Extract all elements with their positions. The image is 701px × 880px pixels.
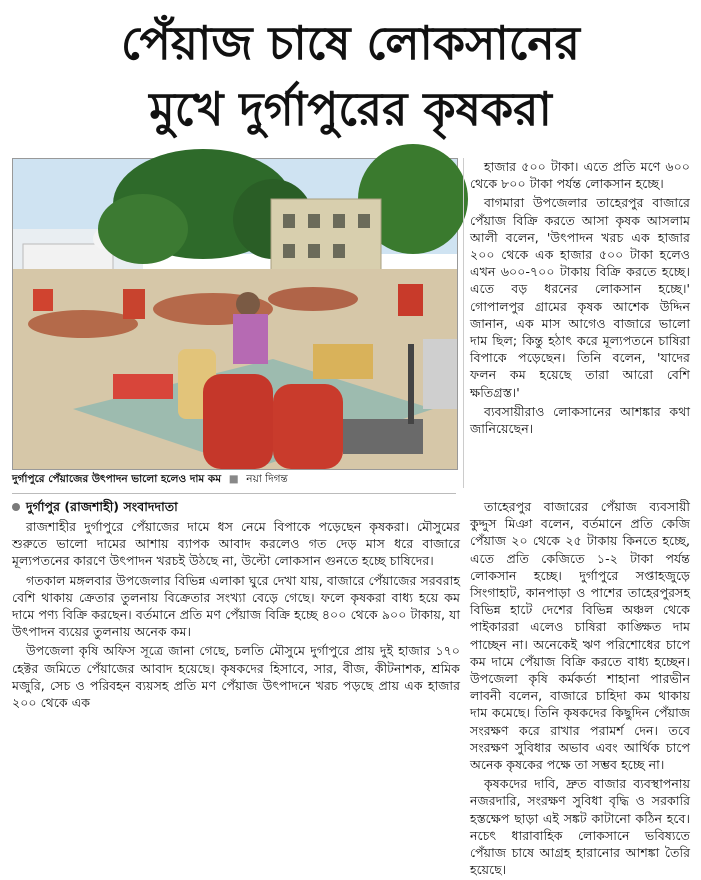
wide-paragraph-1: তাহেরপুর বাজারের পেঁয়াজ ব্যবসায়ী কুদ্দুস মিঞা বলেন, বর্তমানে প্রতি কেজি পেঁয়াজ ২০ থেকে ২৫ টাকায় কিনতে হচ্ছে, এতে প্রতি কেজিতে ১-২ টাকা পর্যন্ত লোকসান হচ্ছে। দুর্গাপুরে সপ্তাহজুড়ে সিংগাহাট, কানপাড়া ও পাশের তাহেরপুরসহ বিভিন্ন হাটে দেশের বিভিন্ন অঞ্চল থেকে পাইকাররা এলেও চাষিরা কাঙ্ক্ষিত দাম পাচ্ছেন না। অনেকেই ঋণ পরিশোধের চাপে কম দামে পেঁয়াজ বিক্রি করতে বাধ্য হচ্ছেন। উপজেলা কৃষি কর্মকর্তা শাহানা পারভীন লাবনী বলেন, বাজারে চাহিদা কম থাকায় দাম কমেছে। তিনি কৃষকদের কিছুদিন পেঁয়াজ সংরক্ষণ করে রাখার পরামর্শ দেন। তবে সংরক্ষণ সুবিধার অভাব এবং আর্থিক চাপে অনেক কৃষকের পক্ষে তা সম্ভব হচ্ছে না। — [470, 499, 690, 773]
dateline-text: দুর্গাপুর (রাজশাহী) সংবাদদাতা — [26, 499, 178, 514]
left-column-text — [12, 498, 460, 828]
caption-separator-icon: ■ — [228, 473, 239, 485]
right-paragraph-3: ব্যবসায়ীরাও লোকসানের আশঙ্কার কথা জানিয়েছেন। — [470, 403, 690, 437]
headline-line-1: পেঁয়াজ চাষে লোকসানের — [121, 16, 580, 70]
headline — [0, 0, 701, 152]
left-paragraph-2: গতকাল মঙ্গলবার উপজেলার বিভিন্ন এলাকা ঘুরে দেখা যায়, বাজারে পেঁয়াজের সরবরাহ বেশি থাকায় ক্রেতার তুলনায় বিক্রেতার সংখ্যা বেড়ে গেছে। ফলে কৃষকরা বাধ্য হয়ে কম দামে পণ্য বিক্রি করছেন। বর্তমানে প্রতি মণ পেঁয়াজ বিক্রি হচ্ছে ৪০০ থেকে ৯০০ টাকায়, যা উৎপাদন ব্যয়ের তুলনায় অনেক কম। — [12, 572, 460, 640]
bullet-dot-icon — [12, 503, 20, 511]
right-paragraph-2: বাগমারা উপজেলার তাহেরপুর বাজারে পেঁয়াজ বিক্রি করতে আসা কৃষক আসলাম আলী বলেন, 'উৎপাদন খরচ এক হাজার ২০০ থেকে এক হাজার ৫০০ টাকা হলেও এখন ৬০০-৭০০ টাকায় বিক্রি করতে হচ্ছে। এতে বড় ধরনের লোকসান হচ্ছে।' গোপালপুর গ্রামের কৃষক আশেক উদ্দিন জানান, এক মাস আগেও বাজারে ভালো দাম ছিল; কিন্তু হঠাৎ করে মূল্যপতনে চাষিরা বিপাকে পড়েছেন। তিনি বলেন, 'যাদের ফলন কম হয়েছে তারা আরো বেশি ক্ষতিগ্রস্ত।' — [470, 195, 690, 400]
caption-text: দুর্গাপুরে পেঁয়াজের উৎপাদন ভালো হলেও দাম কম — [12, 473, 222, 485]
left-paragraph-3: উপজেলা কৃষি অফিস সূত্রে জানা গেছে, চলতি মৌসুমে দুর্গাপুরে প্রায় দুই হাজার ১৭০ হেক্টর জমিতে পেঁয়াজের আবাদ হয়েছে। কৃষকদের হিসাবে, সার, বীজ, কীটনাশক, শ্রমিক মজুরি, সেচ ও পরিবহন ব্যয়সহ প্রতি মণ পেঁয়াজ উৎপাদনে খরচ পড়ছে প্রায় এক হাজার ২০০ থেকে এক — [12, 643, 460, 711]
market-photo — [12, 158, 458, 470]
headline-line-2: মুখে দুর্গাপুরের কৃষকরা — [149, 82, 552, 136]
onion-market-illustration — [13, 159, 457, 469]
column-divider — [463, 158, 464, 488]
dateline — [12, 498, 460, 516]
bottom-right-column-text — [470, 498, 690, 878]
photo-caption — [12, 472, 456, 494]
right-column-text — [470, 158, 690, 498]
caption-credit: নয়া দিগন্ত — [246, 473, 288, 485]
wide-paragraph-2: কৃষকদের দাবি, দ্রুত বাজার ব্যবস্থাপনায় নজরদারি, সংরক্ষণ সুবিধা বৃদ্ধি ও সরকারি হস্তক্ষেপ ছাড়া এই সঙ্কট কাটানো কঠিন হবে। নচেৎ ধারাবাহিক লোকসানে ভবিষ্যতে পেঁয়াজ চাষে আগ্রহ হারানোর আশঙ্কা তৈরি হয়েছে। — [470, 776, 690, 878]
left-paragraph-1: রাজশাহীর দুর্গাপুরে পেঁয়াজের দামে ধস নেমে বিপাকে পড়েছেন কৃষকরা। মৌসুমের শুরুতে ভালো দামের আশায় ব্যাপক আবাদ করলেও গত দেড় মাস ধরে বাজারে মূল্যপতনের কারণে উৎপাদন খরচই উঠছে না, উল্টো লোকসান গুনতে হচ্ছে চাষিদের। — [12, 519, 460, 569]
right-paragraph-1: হাজার ৫০০ টাকা। এতে প্রতি মণে ৬০০ থেকে ৮০০ টাকা পর্যন্ত লোকসান হচ্ছে। — [470, 159, 690, 192]
